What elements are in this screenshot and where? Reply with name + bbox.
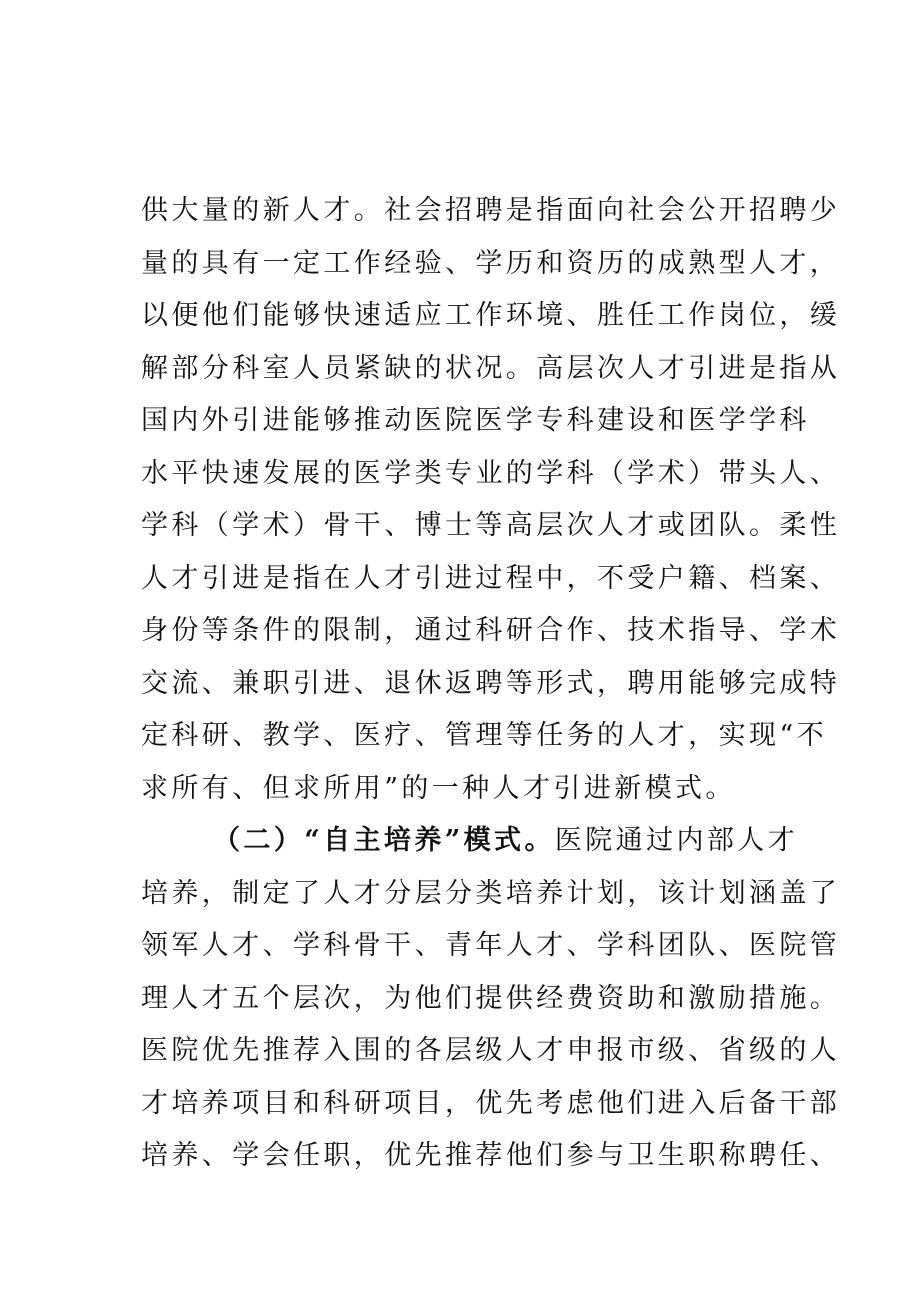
text-line: 量的具有一定工作经验、学历和资历的成熟型人才， [141,247,841,279]
section-heading: （二）“自主培养”模式。 [213,825,555,856]
text-line: 水平快速发展的医学类专业的学科（学术）带头人、 [141,457,841,489]
section-heading-line [141,815,799,868]
text-line: 以便他们能够快速适应工作环境、胜任工作岗位，缓 [141,300,841,331]
text-line: 供大量的新人才。社会招聘是指面向社会公开招聘少 [141,195,841,226]
text-line: 定科研、教学、医疗、管理等任务的人才，实现“不 [141,720,828,751]
text-line: 人才引进是指在人才引进过程中，不受户籍、档案、 [141,562,841,594]
document-body [141,185,841,1183]
text-line: 解部分科室人员紧缺的状况。高层次人才引进是指从 [141,352,841,384]
text-line: 求所有、但求所用”的一种人才引进新模式。 [141,772,736,804]
section-heading-continuation: 医院通过内部人才 [554,825,799,856]
text-line: 学科（学术）骨干、博士等高层次人才或团队。柔性 [141,510,841,541]
text-line: 国内外引进能够推动医院医学专科建设和医学学科 [141,405,810,436]
text-line: 医院优先推荐入围的各层级人才申报市级、省级的人 [141,1035,841,1066]
text-line: 才培养项目和科研项目，优先考虑他们进入后备干部 [141,1087,841,1119]
text-line: 领军人才、学科骨干、青年人才、学科团队、医院管 [141,930,841,961]
text-line: 培养，制定了人才分层分类培养计划，该计划涵盖了 [141,877,841,909]
text-line: 身份等条件的限制，通过科研合作、技术指导、学术 [141,615,841,646]
text-line: 交流、兼职引进、退休返聘等形式，聘用能够完成特 [141,667,841,699]
text-line: 培养、学会任职，优先推荐他们参与卫生职称聘任、 [141,1140,841,1171]
text-line: 理人才五个层次，为他们提供经费资助和激励措施。 [141,982,841,1014]
